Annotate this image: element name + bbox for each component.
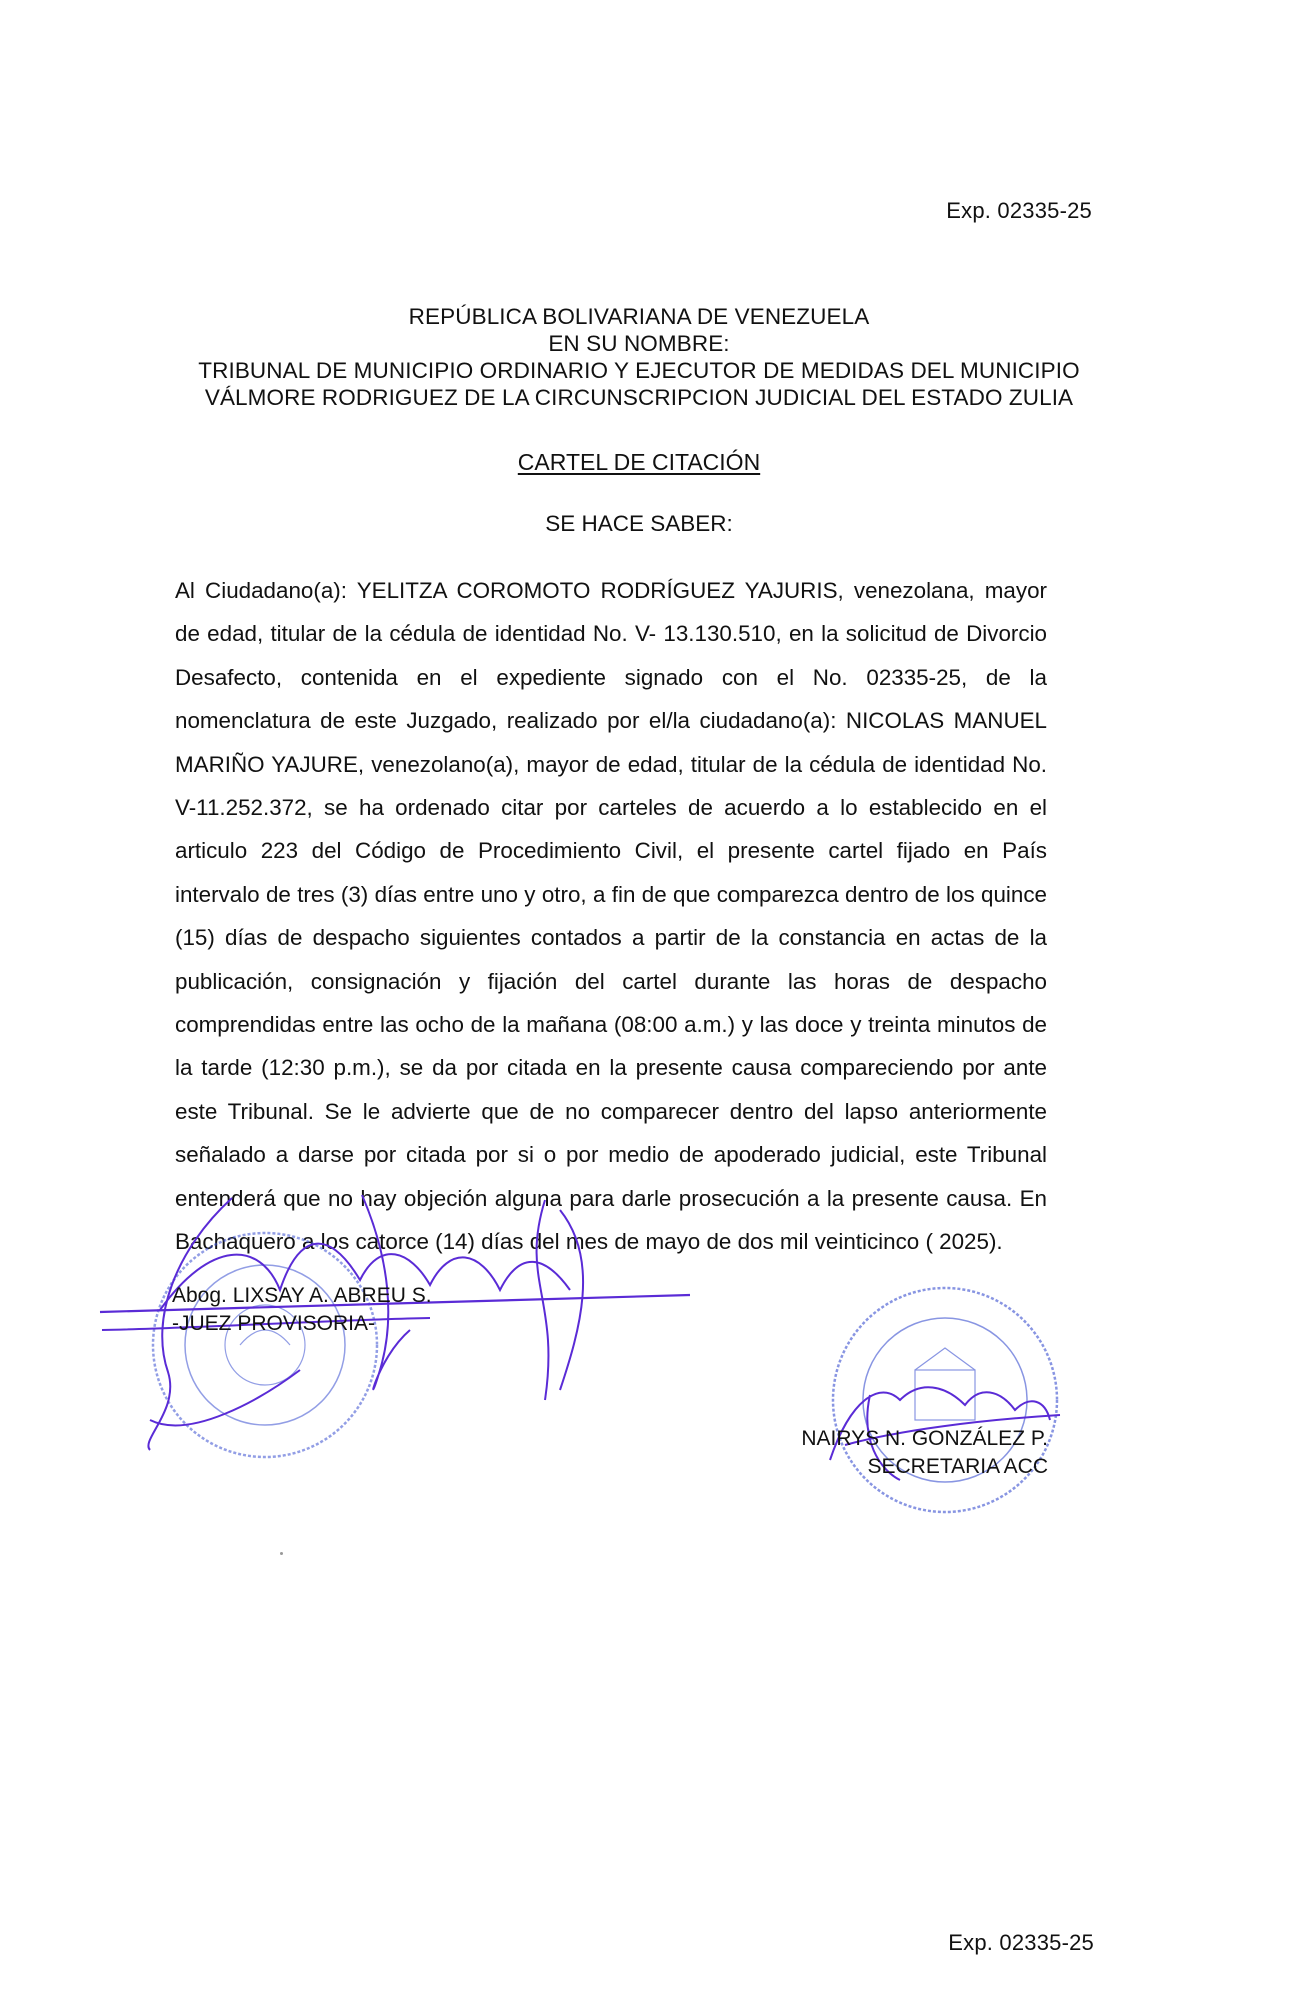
- document-title: CARTEL DE CITACIÓN: [517, 449, 761, 475]
- expediente-number-top: Exp. 02335-25: [946, 198, 1092, 223]
- header-circunscripcion: VÁLMORE RODRIGUEZ DE LA CIRCUNSCRIPCION JUDICIAL DEL ESTADO ZULIA: [204, 385, 1074, 410]
- left-seal-stamp: [153, 1233, 377, 1457]
- secretary-name: NAIRYS N. GONZÁLEZ P.: [801, 1427, 1048, 1450]
- signature-block-judge: [172, 1282, 432, 1338]
- header-republic: REPÚBLICA BOLIVARIANA DE VENEZUELA: [408, 304, 870, 329]
- body-paragraph: Al Ciudadano(a): YELITZA COROMOTO RODRÍGUEZ YAJURIS, venezolana, mayor de edad, titular de la cédula de identidad No. V- 13.130.510, en la solicitud de Divorcio Desafecto, contenida en el expediente signado con el No. 02335-25, de la nomenclatura de este Juzgado, realizado por el/la ciudadano(a): NICOLAS MANUEL MARIÑO YAJURE, venezolano(a), mayor de edad, titular de la cédula de identidad No. V-11.252.372, se ha ordenado citar por carteles de acuerdo a lo establecido en el articulo 223 del Código de Procedimiento Civil, el presente cartel fijado en País intervalo de tres (3) días entre uno y otro, a fin de que comparezca dentro de los quince (15) días de despacho siguientes contados a partir de la constancia en actas de la publicación, consignación y fijación del cartel durante las horas de despacho comprendidas entre las ocho de la mañana (08:00 a.m.) y las doce y treinta minutos de la tarde (12:30 p.m.), se da por citada en la presente causa compareciendo por ante este Tribunal. Se le advierte que de no comparecer dentro del lapso anteriormente señalado a darse por citada por si o por medio de apoderado judicial, este Tribunal entenderá que no hay objeción alguna para darle prosecución a la presente causa. En Bachaquero a los catorce (14) días del mes de mayo de dos mil veinticinco ( 2025).: [175, 578, 1047, 1255]
- document-subtitle: SE HACE SABER:: [545, 511, 733, 536]
- judge-name: Abog. LIXSAY A. ABREU S.: [172, 1284, 432, 1307]
- secretary-role: SECRETARIA ACC: [867, 1455, 1048, 1478]
- header-tribunal: TRIBUNAL DE MUNICIPIO ORDINARIO Y EJECUTOR DE MEDIDAS DEL MUNICIPIO: [198, 358, 1080, 383]
- header-en-su-nombre: EN SU NOMBRE:: [548, 331, 730, 356]
- document-header: [170, 303, 1108, 411]
- expediente-number-bottom: Exp. 02335-25: [948, 1930, 1094, 1955]
- judge-role: -JUEZ PROVISORIA-: [172, 1312, 376, 1335]
- scan-speck: [280, 1552, 283, 1555]
- signature-block-secretary: [801, 1425, 1048, 1481]
